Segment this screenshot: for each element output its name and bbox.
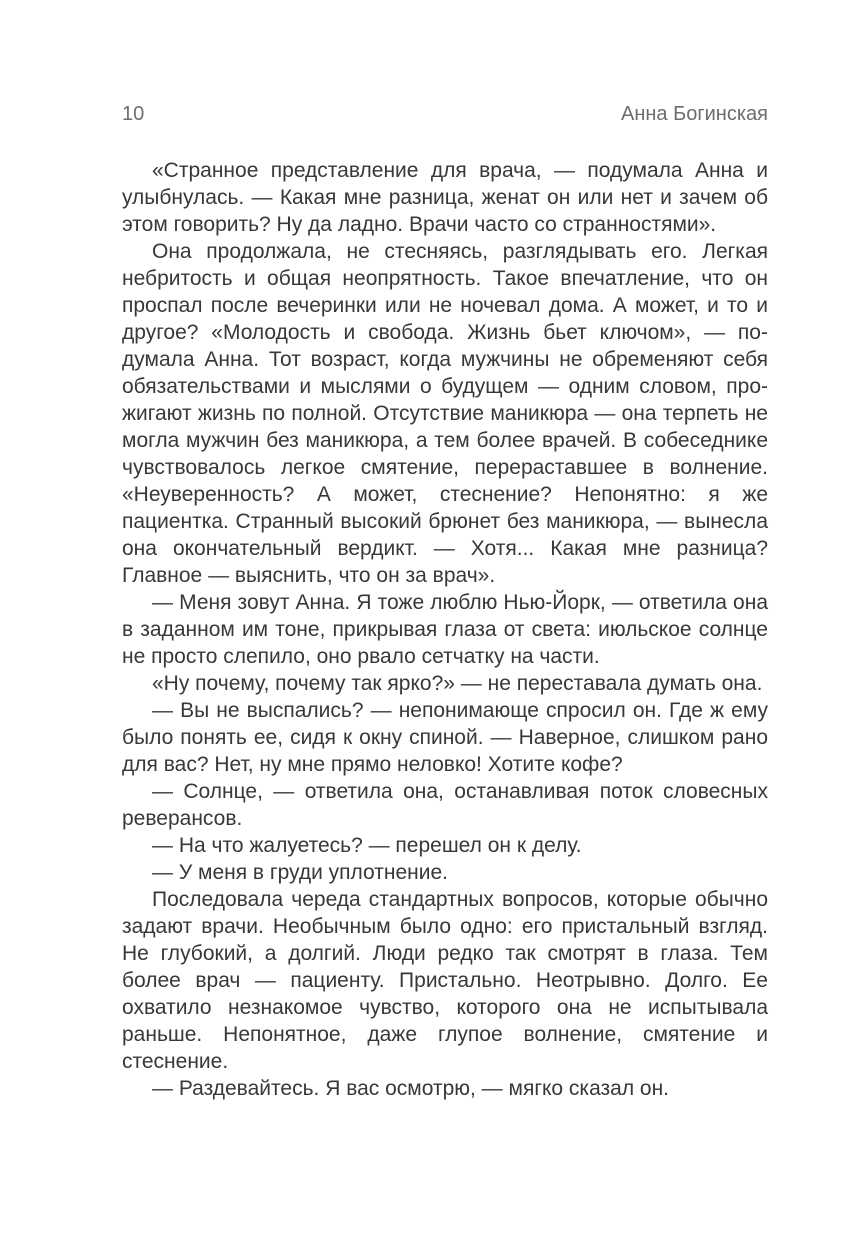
paragraph: «Ну почему, почему так ярко?» — не переставала думать она. — [152, 672, 763, 695]
paragraph: — Солнце, — ответила она, останавливая поток словесных реверансов. — [122, 780, 768, 830]
paragraph: Последовала череда стандартных вопросов, которые обычно задают врачи. Необычным было одно: его пристальный взгляд. Не глубокий, а долгий. Люди редко так смотрят в глаза. Тем более врач — пациенту. Пристально. Неотрывно. Долго. Ее охватило незнакомое чувство, которого она не испытывала раньше. Непонятное, даже глупое волнение, смятение и стеснение. — [122, 888, 768, 1073]
page-number: 10 — [122, 103, 145, 125]
paragraph: — Раздевайтесь. Я вас осмотрю, — мягко сказал он. — [152, 1077, 670, 1100]
running-title-author: Анна Богинская — [620, 103, 768, 125]
paragraph: — Меня зовут Анна. Я тоже люблю Нью-Йорк, — ответила она в заданном им тоне, прикрывая глаза от света: июльское солнце не просто слепило, оно рвало сетчатку на части. — [122, 591, 768, 668]
paragraph: Она продолжала, не стесняясь, разглядывать его. Легкая небритость и общая неопрятность. Такое впечатление, что он проспал после вечеринки или не ночевал дома. А может, и то и другое? «Молодость и свобода. Жизнь бьет ключом», — подумала Анна. Тот возраст, когда мужчины не обременяют себя обязательствами и мыслями о будущем — одним словом, прожигают жизнь по полной. Отсутствие маникюра — она терпеть не могла мужчин без маникюра, а тем более врачей. В собеседнике чувствовалось легкое смятение, перераставшее в волнение. «Неуверенность? А может, стеснение? Непонятно: я же пациентка. Странный высокий брюнет без маникюра, — вынесла она окончательный вердикт. — Хотя... Какая мне разница? Главное — выяснить, что он за врач». — [122, 240, 768, 587]
paragraph: «Странное представление для врача, — подумала Анна и улыбнулась. — Какая мне разница, женат он или нет и зачем об этом говорить? Ну да ладно. Врачи часто со странностями». — [122, 159, 768, 236]
running-header — [122, 103, 768, 125]
paragraph: — На что жалуетесь? — перешел он к делу. — [152, 834, 582, 857]
paragraph: — Вы не выспались? — непонимающе спросил он. Где ж ему было понять ее, сидя к окну спиной. — Наверное, слишком рано для вас? Нет, ну мне прямо неловко! Хотите кофе? — [122, 699, 768, 776]
paragraph: — У меня в груди уплотнение. — [152, 861, 448, 884]
body-text — [122, 157, 768, 1102]
